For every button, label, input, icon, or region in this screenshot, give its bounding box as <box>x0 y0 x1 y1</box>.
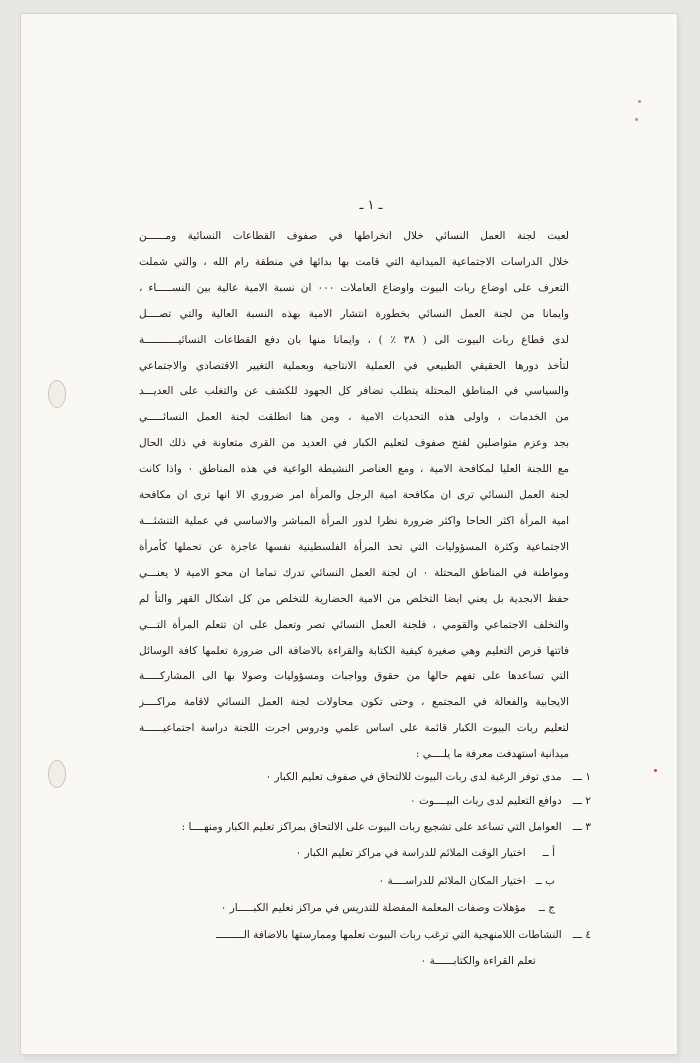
list-item <box>266 771 591 783</box>
paragraph-line: لتعليم ربات البيوت الكبار قائمة على اساس علمي ودروس اجرت اللجنة دراسة اجتماعيــــــة <box>139 722 569 735</box>
paragraph-line: خلال الدراسات الاجتماعية الميدانية التي قامت بها بدائها في منطقة رام الله ، والتي شملت <box>139 255 569 268</box>
paragraph-line: امية المرأة اكثر الحاحا واكثر ضرورة نظرا لدور المرأة المباشر والاساسي في عملية التنشئـــة <box>139 514 569 527</box>
list-item-text: اختيار المكان الملائم للدراســــة ٠ <box>378 875 526 887</box>
paragraph-line: الاجتماعية وكثرة المسؤوليات التي تحد المرأة الفلسطينية نفسها عاجزة عن تحملها كأمرأة <box>139 540 569 553</box>
ink-mark <box>654 769 657 772</box>
list-item-number: ج ــ <box>538 902 555 914</box>
list-item-text: تعلم القراءة والكتابــــــة ٠ <box>420 955 536 967</box>
paper-speck <box>635 118 638 121</box>
list-item-number: ب ــ <box>535 875 555 887</box>
paragraph-line: والتخلف الاجتماعي والقومي ، فلجنة العمل النسائي تصر وتعمل على ان تتعلم المرأة التـــي <box>139 618 569 631</box>
list-item-text: اختيار الوقت الملائم للدراسة في مراكز تعليم الكبار ٠ <box>295 847 526 859</box>
list-item-text: العوامل التي تساعد على تشجيع ربات البيوت على الالتحاق بمراكز تعليم الكبار ومنهــــا : <box>181 821 562 833</box>
list-item-number: أ ــ <box>542 847 555 859</box>
paragraph-line: فاتتها فرص التعليم وهي صغيرة كيفية الكتابة والقراءة بالاضافة الى ضرورة تعلمها كافة الوسائل <box>139 644 569 657</box>
body-paragraph <box>139 224 569 768</box>
paragraph-line: والسياسي في المناطق المحتلة يتطلب تضافر كل الجهود للكشف عن والتغلب على العديـــد <box>139 385 569 398</box>
list-item-number: ٣ ـــ <box>572 821 591 833</box>
paragraph-line: لعبت لجنة العمل النسائي خلال انخراطها في صفوف القطاعات النسائية ومــــــن <box>139 230 569 242</box>
paragraph-line: وايمانا من لجنة العمل النسائي بخطورة انتشار الامية بهذه النسبة العالية والتي تصــــل <box>139 307 569 320</box>
paragraph-line: ميدانية استهدفت معرفة ما يلــــي : <box>415 748 569 761</box>
punch-hole <box>48 380 66 408</box>
paragraph-line: التي تساعدها على تفهم حالها من حقوق وواجبات ومسؤوليات وصولا بها الى المشاركـــــة <box>139 670 569 683</box>
paragraph-line: من الخدمات ، واولى هذه التحديات الامية ، ومن هنا انطلقت لجنة العمل النسائـــــي <box>139 411 569 424</box>
paragraph-line: حفظ الابجدية بل يعني ايضا التخلص من الامية الحضارية للتخلص من كل اشكال القهر والتأ لم <box>139 592 569 605</box>
list-item-continuation <box>421 955 591 967</box>
list-subitem <box>296 847 591 859</box>
list-item-text: النشاطات اللامنهجية التي ترغب ربات البيوت تعلمها وممارستها بالاضافة الـــــــــ <box>216 929 562 941</box>
paper-speck <box>638 100 641 103</box>
list-item-text: مدى توفر الرغبة لدى ربات البيوت للالتحاق في صفوف تعليم الكبار ٠ <box>265 771 562 783</box>
paragraph-line: لجنة العمل النسائي ترى ان مكافحة امية الرجل والمرأة امر ضروري الا انها ترى ان مكافحة <box>139 489 569 502</box>
list-item <box>410 795 591 807</box>
document-page <box>21 14 677 1054</box>
list-item-text: دوافع التعليم لدى ربات البيــــوت ٠ <box>410 795 562 807</box>
list-subitem <box>378 875 591 887</box>
paragraph-line: ومواطنة في المناطق المحتلة ٠ ان لجنة العمل النسائي تدرك تماما ان محو الامية لا يعنـــي <box>139 566 569 579</box>
paragraph-line: مع اللجنة العليا لمكافحة الامية ، ومع العناصر النشيطة الواعية في هذه المناطق ٠ واذا كانت <box>139 463 569 476</box>
list-item-text: مؤهلات وصفات المعلمة المفضلة للتدريس في مراكز تعليم الكبـــــار ٠ <box>220 902 526 914</box>
list-item <box>182 821 591 833</box>
page-number: ـ ١ ـ <box>359 198 383 213</box>
paragraph-line: التعرف على اوضاع ربات البيوت واوضاع العاملات ٠٠٠ ان نسبة الامية عالية بين النســـــاء ، <box>139 281 569 294</box>
paragraph-line: لتأخذ دورها الحقيقي الطبيعي في العملية الانتاجية وبعملية التغيير الاقتصادي والاجتماعي <box>139 359 569 372</box>
paragraph-line: الايجابية والفعالة في المجتمع ، وحتى تكون محاولات لجنة العمل النسائي لاقامة مراكــــز <box>139 696 569 709</box>
paragraph-line: بجد وعزم متواصلين لفتح صفوف لتعليم الكبار في العديد من القرى متعاونة في ذلك الحال <box>139 437 569 450</box>
list-item-number: ١ ـــ <box>572 771 591 783</box>
list-item-number: ٤ ـــ <box>572 929 591 941</box>
list-item-number: ٢ ـــ <box>572 795 591 807</box>
paragraph-line: لدى قطاع ربات البيوت الى ( ٣٨ ٪ ) ، وايمانا منها بان دفع القطاعات النسائيـــــــــــة <box>139 333 569 346</box>
list-item <box>216 929 591 941</box>
punch-hole <box>48 760 66 788</box>
list-subitem <box>221 902 591 914</box>
